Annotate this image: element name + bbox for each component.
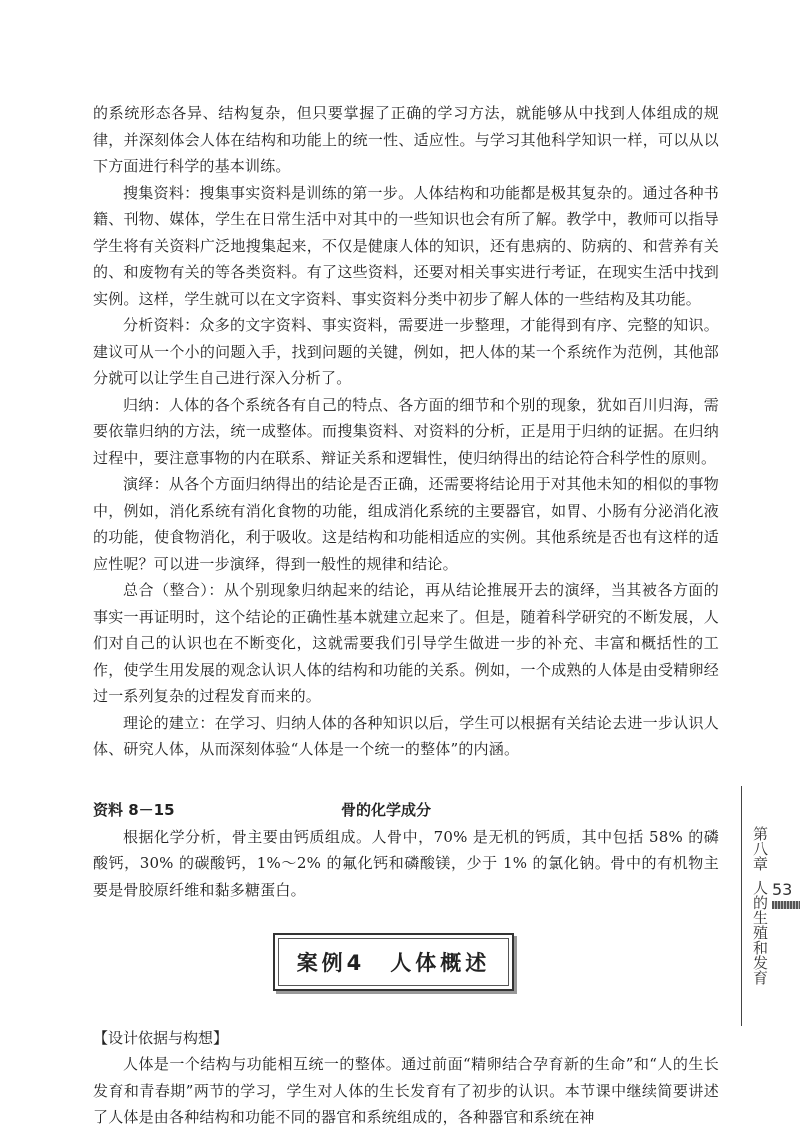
paragraph-synthesis: 总合（整合）：从个别现象归纳起来的结论，再从结论推展开去的演绎，当其被各方面的事实一再证明时，这个结论的正确性基本就建立起来了。但是，随着科学研究的不断发展，人们对自己的认识也在不断变化，这就需要我们引导学生做进一步的补充、丰富和概括性的工作，使学生用发展的观念认识人体的结构和功能的关系。例如，一个成熟的人体是由受精卵经过一系列复杂的过程发育而来的。: [93, 581, 719, 705]
page-number: 53: [772, 880, 793, 899]
paragraph-theory-building: 理论的建立：在学习、归纳人体的各种知识以后，学生可以根据有关结论去进一步认识人体、研究人体，从而深刻体验“人体是一个统一的整体”的内涵。: [93, 713, 719, 758]
paragraph-deduction: 演绎：从各个方面归纳得出的结论是否正确，还需要将结论用于对其他未知的相似的事物中，例如，消化系统有消化食物的功能，组成消化系统的主要器官，如胃、小肠有分泌消化液的功能，使食物消化，利于吸收。这是结构和功能相适应的实例。其他系统是否也有这样的适应性呢？可以进一步演绎，得到一般性的规律和结论。: [93, 475, 719, 573]
case-banner-wrapper: [93, 933, 719, 991]
design-section-body: 人体是一个结构与功能相互统一的整体。通过前面“精卵结合孕育新的生命”和“人的生长发育和青春期”两节的学习，学生对人体的生长发育有了初步的认识。本节课中继续简要讲述了人体是由各种结构和功能不同的器官和系统组成的，各种器官和系统在神: [93, 1055, 719, 1126]
page-body: [93, 100, 719, 1131]
reference-label: 资料 8－15: [93, 800, 175, 819]
design-section-heading: 【设计依据与构想】: [93, 1029, 229, 1047]
chapter-tab-marker: [772, 901, 800, 909]
case-banner: [273, 933, 515, 991]
chapter-label: 第八章: [751, 826, 769, 871]
reference-title: 骨的化学成分: [341, 800, 432, 819]
margin-divider: [741, 786, 742, 1026]
case-banner-title: 案例4 人体概述: [278, 938, 510, 986]
reference-header: [93, 798, 719, 822]
paragraph-collect-data: 搜集资料：搜集事实资料是训练的第一步。人体结构和功能都是极其复杂的。通过各种书籍、刊物、媒体，学生在日常生活中对其中的一些知识也会有所了解。教学中，教师可以指导学生将有关资料广泛地搜集起来，不仅是健康人体的知识，还有患病的、防病的、和营养有关的、和废物有关的等各类资料。有了这些资料，还要对相关事实进行考证，在现实生活中找到实例。这样，学生就可以在文字资料、事实资料分类中初步了解人体的一些结构及其功能。: [93, 183, 719, 308]
chapter-title: 人的生殖和发育: [751, 880, 769, 985]
paragraph-analyze-data: 分析资料：众多的文字资料、事实资料，需要进一步整理，才能得到有序、完整的知识。建议可从一个小的问题入手，找到问题的关键，例如，把人体的某一个系统作为范例，其他部分就可以让学生自己进行深入分析了。: [93, 316, 719, 387]
reference-body: 根据化学分析，骨主要由钙质组成。人骨中，70% 是无机的钙质，其中包括 58% 的磷酸钙，30% 的碳酸钙，1%～2% 的氟化钙和磷酸镁，少于 1% 的氯化钠。骨中的有机物主要是骨胶原纤维和黏多糖蛋白。: [93, 827, 719, 899]
paragraph-induction: 归纳：人体的各个系统各有自己的特点、各方面的细节和个别的现象，犹如百川归海，需要依靠归纳的方法，统一成整体。而搜集资料、对资料的分析，正是用于归纳的证据。在归纳过程中，要注意事物的内在联系、辩证关系和逻辑性，使归纳得出的结论符合科学性的原则。: [93, 395, 719, 467]
paragraph-intro-continued: 的系统形态各异、结构复杂，但只要掌握了正确的学习方法，就能够从中找到人体组成的规律，并深刻体会人体在结构和功能上的统一性、适应性。与学习其他科学知识一样，可以从以下方面进行科学的基本训练。: [93, 104, 719, 175]
